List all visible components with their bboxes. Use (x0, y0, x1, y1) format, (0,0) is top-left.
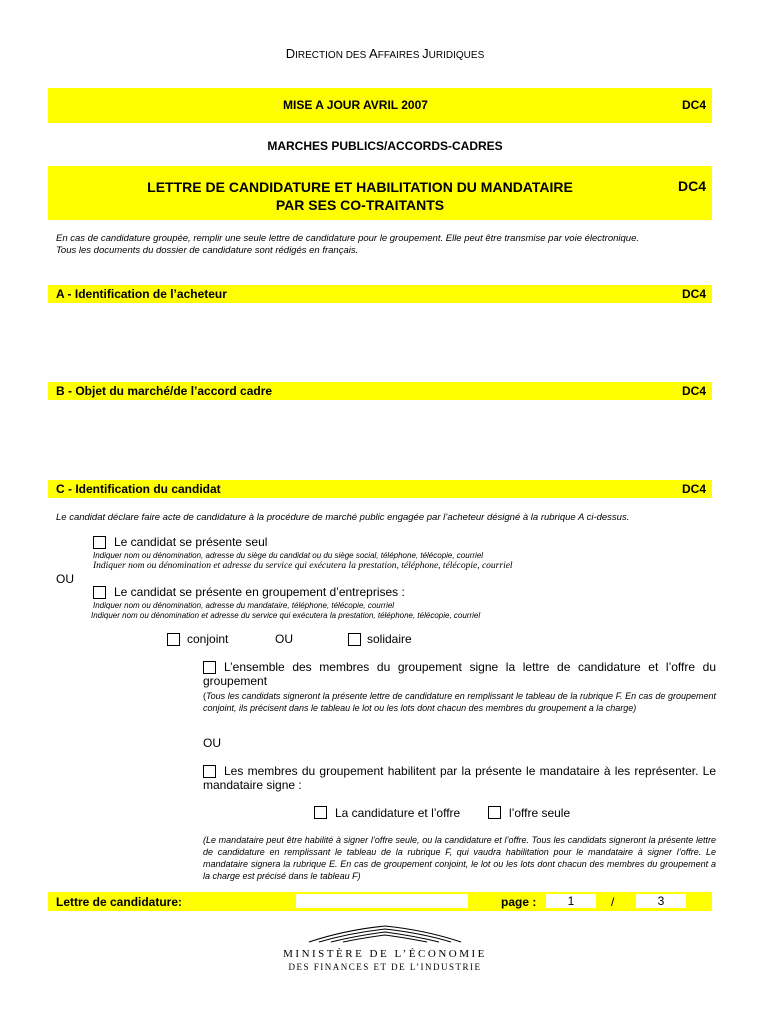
intro-text: En cas de candidature groupée, remplir une seule lettre de candidature pour le groupement. Elle peut être transmise par voie électronique. Tous les documents du dossier de candidature sont rédigés en français. (56, 233, 640, 256)
sign-both-label: La candidature et l’offre (335, 806, 461, 820)
update-date: MISE A JOUR AVRIL 2007 (283, 98, 428, 112)
sign-offer-checkbox[interactable] (488, 806, 501, 819)
subtitle: MARCHES PUBLICS/ACCORDS-CADRES (267, 139, 503, 153)
direction-header: DIRECTION DES AFFAIRES JURIDIQUES (285, 46, 485, 61)
page-separator: / (611, 895, 615, 909)
form-title: LETTRE DE CANDIDATURE ET HABILITATION DU MANDATAIRE PAR SES CO-TRAITANTS (147, 179, 573, 213)
candidate-declaration: Le candidat déclare faire acte de candidature à la procédure de marché public engagée par l’acheteur désigné à la rubrique A ci-dessus. (56, 512, 630, 523)
footer-bar (48, 892, 712, 911)
candidature-field[interactable] (296, 894, 468, 908)
ministry-logo-mark (305, 922, 465, 944)
members-authorize-label: Les membres du groupement habilitent par la présente le mandataire à les représenter. Le mandataire signe : (203, 764, 716, 792)
section-a-bar (48, 285, 712, 303)
group-hint-1: Indiquer nom ou dénomination, adresse du mandataire, téléphone, télécopie, courriel (93, 601, 395, 610)
update-banner (48, 88, 712, 123)
ou-label-2: OU (275, 632, 293, 646)
group-hint-2: Indiquer nom ou dénomination et adresse du service qui exécutera la prestation, téléphone, télécopie, courriel (91, 611, 481, 620)
all-members-label: L’ensemble des membres du groupement signe la lettre de candidature et l’offre du groupement (203, 660, 716, 688)
sign-both-checkbox[interactable] (314, 806, 327, 819)
conjoint-label: conjoint (187, 632, 229, 646)
ou-label: OU (56, 572, 74, 586)
section-b-title: B - Objet du marché/de l’accord cadre (56, 384, 273, 398)
group-candidate-label: Le candidat se présente en groupement d’entreprises : (114, 585, 405, 599)
section-a-code: DC4 (681, 287, 706, 301)
ministry-logo (0, 922, 770, 972)
ministry-line-2: DES FINANCES ET DE L’INDUSTRIE (288, 962, 482, 972)
title-banner (48, 166, 712, 220)
footer-label: Lettre de candidature: (56, 895, 183, 909)
single-candidate-label: Le candidat se présente seul (114, 535, 268, 549)
page-label: page : (501, 895, 537, 909)
section-c-code: DC4 (681, 482, 706, 496)
sign-offer-label: l’offre seule (509, 806, 571, 820)
section-a-title: A - Identification de l’acheteur (56, 287, 227, 301)
single-hint-1: Indiquer nom ou dénomination, adresse du siège du candidat ou du siège social, téléphone, télécopie, courriel (93, 551, 484, 560)
single-candidate-checkbox[interactable] (93, 536, 106, 549)
single-hint-2: Indiquer nom ou dénomination et adresse du service qui exécutera la prestation, téléphone, télécopie, courriel (93, 561, 513, 571)
group-candidate-checkbox[interactable] (93, 586, 106, 599)
page-total[interactable]: 3 (636, 894, 686, 908)
mandataire-note: (Le mandataire peut être habilité à signer l’offre seule, ou la candidature et l’offre. Tous les candidats signeront la présente lettre de candidature en remplissant le tableau de la rubrique F, qui vaudra habilitation pour le mandataire à signer l’offre. Le mandataire signera la rubrique E. En cas de groupement conjoint, le lot ou les lots dont chacun des membres du groupement a la charge est précisé dans le tableau F) (203, 835, 716, 881)
title-form-code: DC4 (677, 178, 706, 194)
conjoint-checkbox[interactable] (167, 633, 180, 646)
section-b-bar (48, 382, 712, 400)
page-current[interactable]: 1 (546, 894, 596, 908)
ministry-line-1: MINISTÈRE DE L’ÉCONOMIE (283, 948, 487, 960)
section-c-bar (48, 480, 712, 498)
form-code: DC4 (681, 98, 706, 112)
section-b-code: DC4 (681, 384, 706, 398)
all-members-note: (Tous les candidats signeront la présente lettre de candidature en remplissant le tableau de la rubrique F. En cas de groupement conjoint, ils précisent dans le tableau le lot ou les lots dont chacun des membres du groupement a la charge) (203, 691, 716, 713)
solidaire-checkbox[interactable] (348, 633, 361, 646)
solidaire-label: solidaire (367, 632, 412, 646)
section-c-title: C - Identification du candidat (56, 482, 221, 496)
ou-label-3: OU (203, 736, 221, 750)
